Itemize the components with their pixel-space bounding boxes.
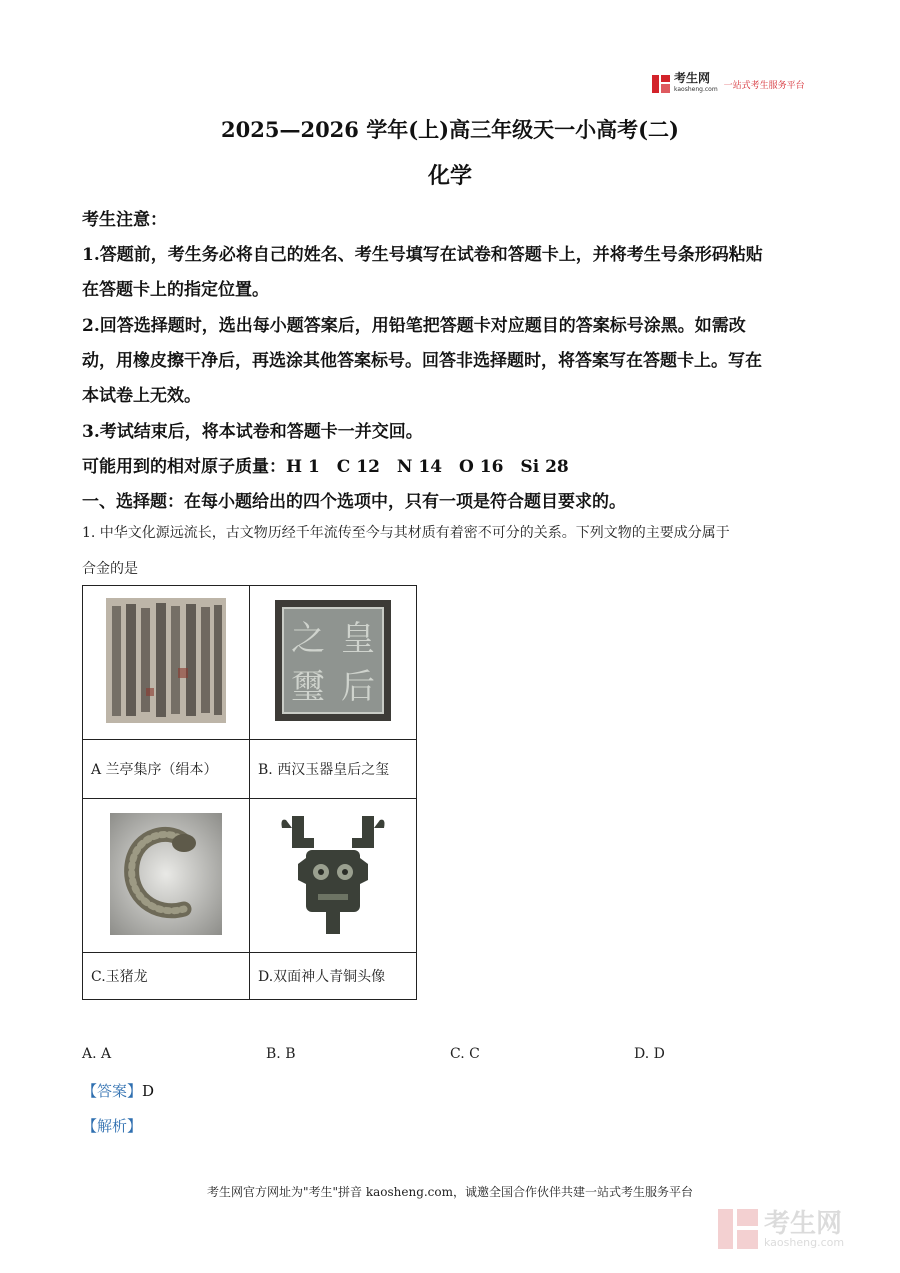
watermark (718, 1204, 878, 1254)
question1-line2: 合金的是 (82, 561, 138, 577)
choice-a: A. A (82, 1046, 112, 1062)
footer-text: 考生网官方网址为"考生"拼音 kaosheng.com，诚邀全国合作伙伴共建一站式考生服务平台 (206, 1185, 694, 1199)
notice-item2-line2: 动，用橡皮擦干净后，再选涂其他答案标号。回答非选择题时，将答案写在答题卡上。写在 (82, 351, 762, 371)
seal-text-bottom-right: 后 (341, 667, 375, 707)
option-a-image-cell (83, 586, 250, 740)
choice-d: D. D (634, 1046, 665, 1062)
option-d-caption: D.双面神人青铜头像 (250, 953, 417, 1000)
choice-c: C. C (450, 1046, 480, 1062)
seal-text-bottom-left: 璽 (291, 667, 325, 707)
subject-title: 化学 (427, 163, 472, 189)
logo-domain: kaosheng.com (674, 86, 718, 93)
kaosheng-logo-icon (652, 75, 670, 93)
header-logo (652, 72, 822, 96)
option-c-caption: C.玉猪龙 (83, 953, 250, 1000)
answer-tag: 【答案】 (82, 1082, 143, 1100)
answer-line (82, 1080, 154, 1101)
notice-item2-line1: 2.回答选择题时，选出每小题答案后，用铅笔把答题卡对应题目的答案标号涂黑。如需改 (82, 316, 746, 336)
logo-name: 考生网 kaosheng.com (674, 71, 718, 93)
watermark-name: 考生网 (764, 1208, 843, 1239)
option-a-caption: A 兰亭集序（绢本） (83, 740, 250, 799)
notice-heading: 考生注意： (82, 210, 167, 230)
jade-pig-dragon-image (110, 813, 222, 935)
notice-item1-line2: 在答题卡上的指定位置。 (82, 280, 269, 300)
seal-text-top-right: 皇 (341, 619, 375, 659)
notice-item3: 3.考试结束后，将本试卷和答题卡一并交回。 (82, 422, 423, 442)
options-table (82, 585, 417, 1000)
question1-line1: 1. 中华文化源远流长，古文物历经千年流传至今与其材质有着密不可分的关系。下列文物的主要成分属于 (82, 525, 730, 541)
bronze-head-image (278, 810, 388, 938)
choice-b: B. B (266, 1046, 296, 1062)
option-b-caption: B. 西汉玉器皇后之玺 (250, 740, 417, 799)
answer-value: D (142, 1082, 155, 1100)
jade-seal-image (273, 598, 393, 723)
logo-slogan: 一站式考生服务平台 (723, 80, 805, 91)
watermark-logo-icon (718, 1209, 758, 1249)
notice-item1-line1: 1.答题前，考生务必将自己的姓名、考生号填写在试卷和答题卡上，并将考生号条形码粘贴 (82, 245, 763, 265)
watermark-domain: kaosheng.com (764, 1235, 845, 1249)
notice-item2-line3: 本试卷上无效。 (82, 386, 201, 406)
option-b-image-cell (250, 586, 417, 740)
analysis-tag: 【解析】 (82, 1117, 143, 1135)
option-c-image-cell (83, 799, 250, 953)
calligraphy-scroll-image (106, 598, 226, 723)
seal-text-top-left: 之 (291, 619, 325, 659)
exam-title: 2025—2026 学年(上)高三年级天一小高考(二) (221, 117, 679, 142)
option-d-image-cell (250, 799, 417, 953)
section-heading: 一、选择题：在每小题给出的四个选项中，只有一项是符合题目要求的。 (82, 492, 626, 512)
atomic-mass-line: 可能用到的相对原子质量：H 1 C 12 N 14 O 16 Si 28 (82, 457, 569, 477)
